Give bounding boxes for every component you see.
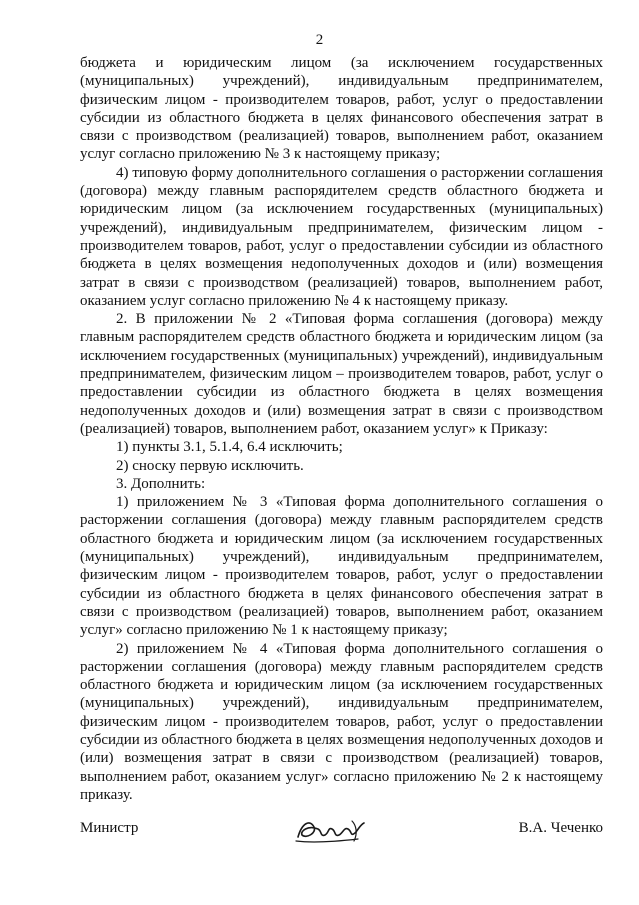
signature-block [80, 819, 603, 859]
paragraph: бюджета и юридическим лицом (за исключением государственных (муниципальных) учреждений), индивидуальным предпринимателем, физическим лицом - производителем товаров, работ, услуг о предоставлении субсидии из областного бюджета в целях финансового обеспечения затрат в связи с производством (реализацией) товаров, выполнением работ, оказанием услуг согласно приложению № 3 к настоящему приказу; [80, 55, 603, 163]
document-body [80, 54, 603, 804]
signatory-name: В.А. Чеченко [518, 820, 603, 836]
paragraph: 3. Дополнить: [116, 475, 206, 492]
paragraph: 4) типовую форму дополнительного соглашения о расторжении соглашения (договора) между главным распорядителем средств областного бюджета и юридическим лицом (за исключением государственных (муниципальных) учреждений), индивидуальным предпринимателем, физическим лицом - производителем товаров, работ, услуг о предоставлении субсидии из областного бюджета в целях возмещения недополученных доходов и (или) возмещения затрат в связи с производством (реализацией) товаров, выполнением работ, оказанием услуг согласно приложению № 4 к настоящему приказу. [80, 164, 603, 309]
page-number: 2 [315, 32, 324, 48]
paragraph: 1) приложением № 3 «Типовая форма дополнительного соглашения о расторжении соглашения (договора) между главным распорядителем средств областного бюджета и юридическим лицом (за исключением государственных (муниципальных) учреждений), индивидуальным предпринимателем, физическим лицом - производителем товаров, работ, услуг о предоставлении субсидии из областного бюджета в целях финансового обеспечения затрат в связи с производством (реализацией) товаров, выполнением работ, оказанием услуг» согласно приложению № 1 к настоящему приказу; [80, 494, 603, 639]
handwritten-signature [292, 813, 372, 849]
signatory-title: Министр [80, 820, 139, 836]
paragraph: 2) приложением № 4 «Типовая форма дополнительного соглашения о расторжении соглашения (договора) между главным распорядителем средств областного бюджета и юридическим лицом (за исключением государственных (муниципальных) учреждений), индивидуальным предпринимателем, физическим лицом - производителем товаров, работ, услуг о предоставлении субсидии из областного бюджета в целях возмещения недополученных доходов и (или) возмещения затрат в связи с производством (реализацией) товаров, выполнением работ, оказанием услуг» согласно приложению № 2 к настоящему приказу. [80, 640, 603, 803]
paragraph: 2. В приложении № 2 «Типовая форма соглашения (договора) между главным распорядителем средств областного бюджета и юридическим лицом (за исключением государственных (муниципальных) учреждений), индивидуальным предпринимателем, физическим лицом – производителем товаров, работ, услуг о предоставлении субсидии из областного бюджета в целях возмещения недополученных доходов и (или) возмещения затрат в связи с производством (реализацией) товаров, выполнением работ, оказанием услуг» к Приказу: [80, 311, 603, 437]
paragraph: 1) пункты 3.1, 5.1.4, 6.4 исключить; [116, 439, 343, 456]
paragraph: 2) сноску первую исключить. [116, 457, 304, 474]
